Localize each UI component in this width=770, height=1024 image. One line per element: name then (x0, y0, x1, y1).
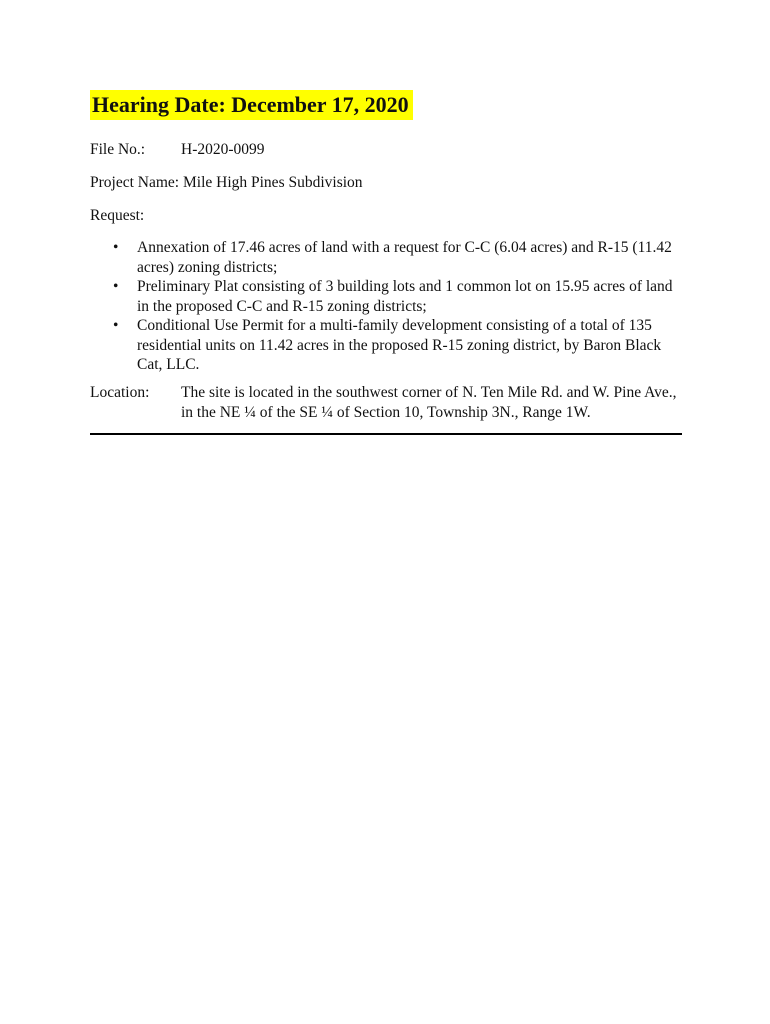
request-item-text: Conditional Use Permit for a multi-family development consisting of a total of 135 residential units on 11.42 acres in the proposed R-15 zoning district, by Baron Black Cat, LLC. (137, 317, 662, 373)
file-number-row (90, 140, 265, 160)
section-divider (90, 433, 682, 435)
project-name-row (90, 173, 363, 193)
list-item (113, 277, 683, 316)
project-name-value: Mile High Pines Subdivision (182, 174, 363, 191)
list-item (113, 316, 683, 375)
bullet-icon: • (113, 317, 119, 334)
file-number-label: File No.: (90, 141, 146, 158)
bullet-icon: • (113, 239, 119, 256)
project-name-label: Project Name: (90, 174, 180, 191)
location-value: The site is located in the southwest corner of N. Ten Mile Rd. and W. Pine Ave., in the NE ¼ of the SE ¼ of Section 10, Township 3N., Range 1W. (181, 384, 677, 421)
request-item-text: Preliminary Plat consisting of 3 building lots and 1 common lot on 15.95 acres of land in the proposed C-C and R-15 zoning districts; (137, 278, 673, 315)
request-list (113, 238, 683, 375)
request-item-text: Annexation of 17.46 acres of land with a request for C-C (6.04 acres) and R-15 (11.42 acres) zoning districts; (137, 239, 672, 276)
hearing-date-heading: Hearing Date: December 17, 2020 (90, 90, 413, 120)
bullet-icon: • (113, 278, 119, 295)
file-number-value: H-2020-0099 (181, 141, 265, 158)
location-label: Location: (90, 384, 150, 401)
request-label: Request: (90, 207, 145, 224)
list-item (113, 238, 683, 277)
